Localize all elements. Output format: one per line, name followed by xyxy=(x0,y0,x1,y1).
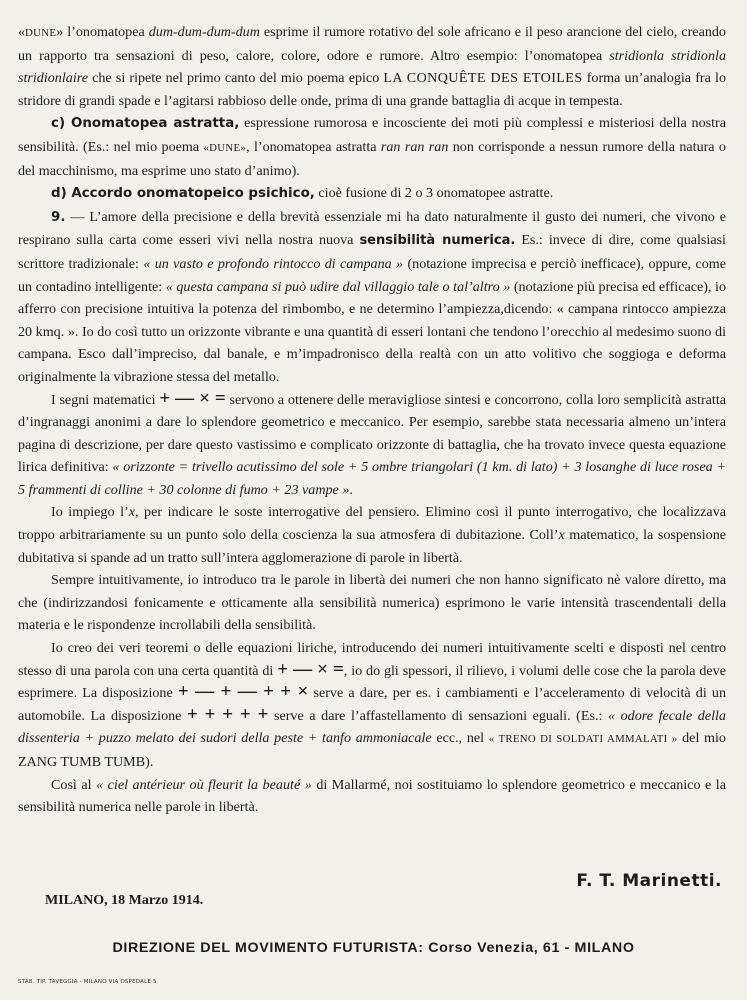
text: ecc., nel xyxy=(431,730,489,747)
text: del mio xyxy=(677,730,726,747)
math-signs: + + + + + xyxy=(187,703,269,725)
text: LA CONQUÊTE DES ETOILES xyxy=(383,70,583,87)
paragraph-mallarme xyxy=(18,774,726,819)
text: forma un’analogia fra lo stridore di grandi spade e l’agitarsi rabbioso delle onde, prima di una grande battaglia di acque in tempesta. xyxy=(18,70,726,109)
text: che si ripete nel primo canto del mio poema epico xyxy=(87,70,384,87)
text: espressione rumorosa e incosciente dei moti più complessi e misteriosi della nostra sensibilità. (Es.: nel mio poema xyxy=(18,115,727,155)
text: « odore fecale della dissenteria + puzzo melato dei sudori della peste + tanfo ammoniacale xyxy=(18,707,726,747)
text: « orizzonte = trivello acutissimo del sole + 5 ombre triangolari (1 km. di lato) + 3 losanghe di luce rosea + 5 frammenti di colline + 30 colonne di fumo + 23 vampe » xyxy=(18,459,726,498)
signature: F. T. Marinetti. xyxy=(576,871,722,891)
text: » l’onomatopea xyxy=(56,24,149,40)
text: non corrisponde a nessun rumore della natura o del macchinismo, ma esprime uno stato d’animo). xyxy=(18,138,726,179)
text: Io impiego l’ xyxy=(51,504,129,521)
text: x xyxy=(558,527,565,544)
text: I segni matematici xyxy=(51,391,160,408)
paragraph-theorems xyxy=(18,637,726,774)
math-signs: + — × = xyxy=(159,387,226,409)
text: cioè fusione di 2 o 3 onomatopee astratte. xyxy=(314,185,554,202)
text: . xyxy=(349,481,353,498)
text: x xyxy=(128,504,135,521)
text: — L’amore della precisione e della brevità essenziale mi ha dato naturalmente il gusto dei numeri, che vivono e respirano sulla carta come esseri vivi nella nostra nuova xyxy=(18,208,726,249)
text: , l’onomatopea astratta xyxy=(246,138,381,155)
date-line: MILANO, 18 Marzo 1914. xyxy=(45,893,204,908)
text: ran ran ran xyxy=(380,138,449,155)
text: matematico, la sospensione dubitativa si spande ad un tratto sull’intera agglomerazione di parole in libertà. xyxy=(18,527,726,566)
text: dum-dum-dum-dum xyxy=(148,24,260,40)
text: (notazione imprecisa e perciò inefficace), oppure, come un contadino intelligente: xyxy=(18,255,726,295)
paragraph-9 xyxy=(18,206,726,389)
heading: 9. xyxy=(51,209,66,225)
text: « un vasto e profondo rintocco di campana » xyxy=(143,255,404,272)
math-signs: + — + — + + × xyxy=(177,681,309,703)
text: Es.: invece di dire, come qualsiasi scrittore tradizionale: xyxy=(18,232,726,272)
paragraph-c xyxy=(18,112,726,182)
text: serve a dare, per es. i cambiamenti e l’acceleramento di velocità di un automobile. La disposizione xyxy=(18,685,726,724)
text: servono a ottenere delle meravigliose sintesi e concorrono, colla loro semplicità astratta d’ingranaggi anonimi a dare lo splendore geometrico e meccanico. Per esempio, sarebbe stata necessaria almeno un’intera pagina di descrizione, per dare questo vastissimo e complicato orizzonte di battaglia, che ha trovato invece questa equazione lirica definitiva: xyxy=(18,391,726,476)
paragraph-signs xyxy=(18,389,726,502)
text: ). xyxy=(145,754,154,770)
text: di Mallarmé, noi sostituiamo lo splendore geometrico e meccanico e la sensibilità numerica nelle parole in libertà. xyxy=(18,776,726,816)
printer-imprint: STAB. TIP. TAVEGGIA - MILANO VIA OSPEDALE 5 xyxy=(18,979,157,985)
text: « xyxy=(18,24,26,40)
text: «DUNE» xyxy=(203,141,247,154)
text: Sempre intuitivamente, io introduco tra le parole in libertà dei numeri che non hanno significato nè valore diretto, ma che (indirizzandosi fonicamente e otticamente alla sensibilità numerica) esprimono le varie intensità trascendentali della materia e le rispondenze incrollabili della sensibilità. xyxy=(18,572,726,634)
text: Così al xyxy=(51,776,97,793)
paragraph-d xyxy=(18,182,726,206)
heading: c) Onomatopea astratta, xyxy=(51,116,240,132)
heading: d) Accordo onomatopeico psichico, xyxy=(51,186,315,202)
text: sensibilità numerica. xyxy=(359,233,516,249)
paragraph-numbers xyxy=(18,569,726,637)
text: stridionla stridionla stridionlaire xyxy=(18,47,726,87)
text: (notazione più precisa ed efficace), io afferro con precisione intuitiva la potenza del rimbombo, e ne determino l’ampiezza,dicendo: « campana rintocco ampiezza 20 kmq. ». Io do così tutto un orizzonte vibrante e una quantità di esseri lontani che tendono l’orecchio al medesimo suono di campana. Esco dall’impreciso, dal banale, e m’impadronisco della realtà con un atto volitivo che soggioga e deforma originalmente la vibrazione stessa del metallo. xyxy=(18,278,726,385)
paragraph-x xyxy=(18,501,726,569)
text: serve a dare l’affastellamento di sensazioni eguali. (Es.: xyxy=(268,707,608,724)
footer-address: DIREZIONE DEL MOVIMENTO FUTURISTA: Corso Venezia, 61 - MILANO xyxy=(112,939,635,955)
paragraph-dune xyxy=(18,21,726,112)
body-text xyxy=(18,21,726,819)
text: DUNE xyxy=(25,27,57,39)
text: , per indicare le soste interrogative del pensiero. Elimino così il punto interrogativo, che localizzava troppo arbitrariamente su un punto solo della coscienza la sua atmosfera di dubitazione. Coll’ xyxy=(18,504,726,544)
text: Io creo dei veri teoremi o delle equazioni liriche, introducendo dei numeri intuitivamente scelti e disposti nel centro stesso di una parola con una certa quantità di xyxy=(18,640,726,679)
text: « questa campana si può udire dal villaggio tale o tal’altro » xyxy=(165,278,511,295)
text: ZANG TUMB TUMB xyxy=(18,754,146,770)
text: « TRENO DI SOLDATI AMMALATI » xyxy=(488,733,678,746)
text: , io do gli spessori, il rilievo, i volumi delle cose che la parola deve esprimere. La disposizione xyxy=(18,662,726,702)
text: « ciel antérieur où fleurit la beauté » xyxy=(96,776,312,793)
text: esprime il rumore rotativo del sole africano e il peso arancione del cielo, creando un rapporto tra sensazioni di peso, calore, colore, odore e rumore. Altro esempio: l’onomatopea xyxy=(18,24,726,64)
math-signs: + — × = xyxy=(277,658,344,680)
